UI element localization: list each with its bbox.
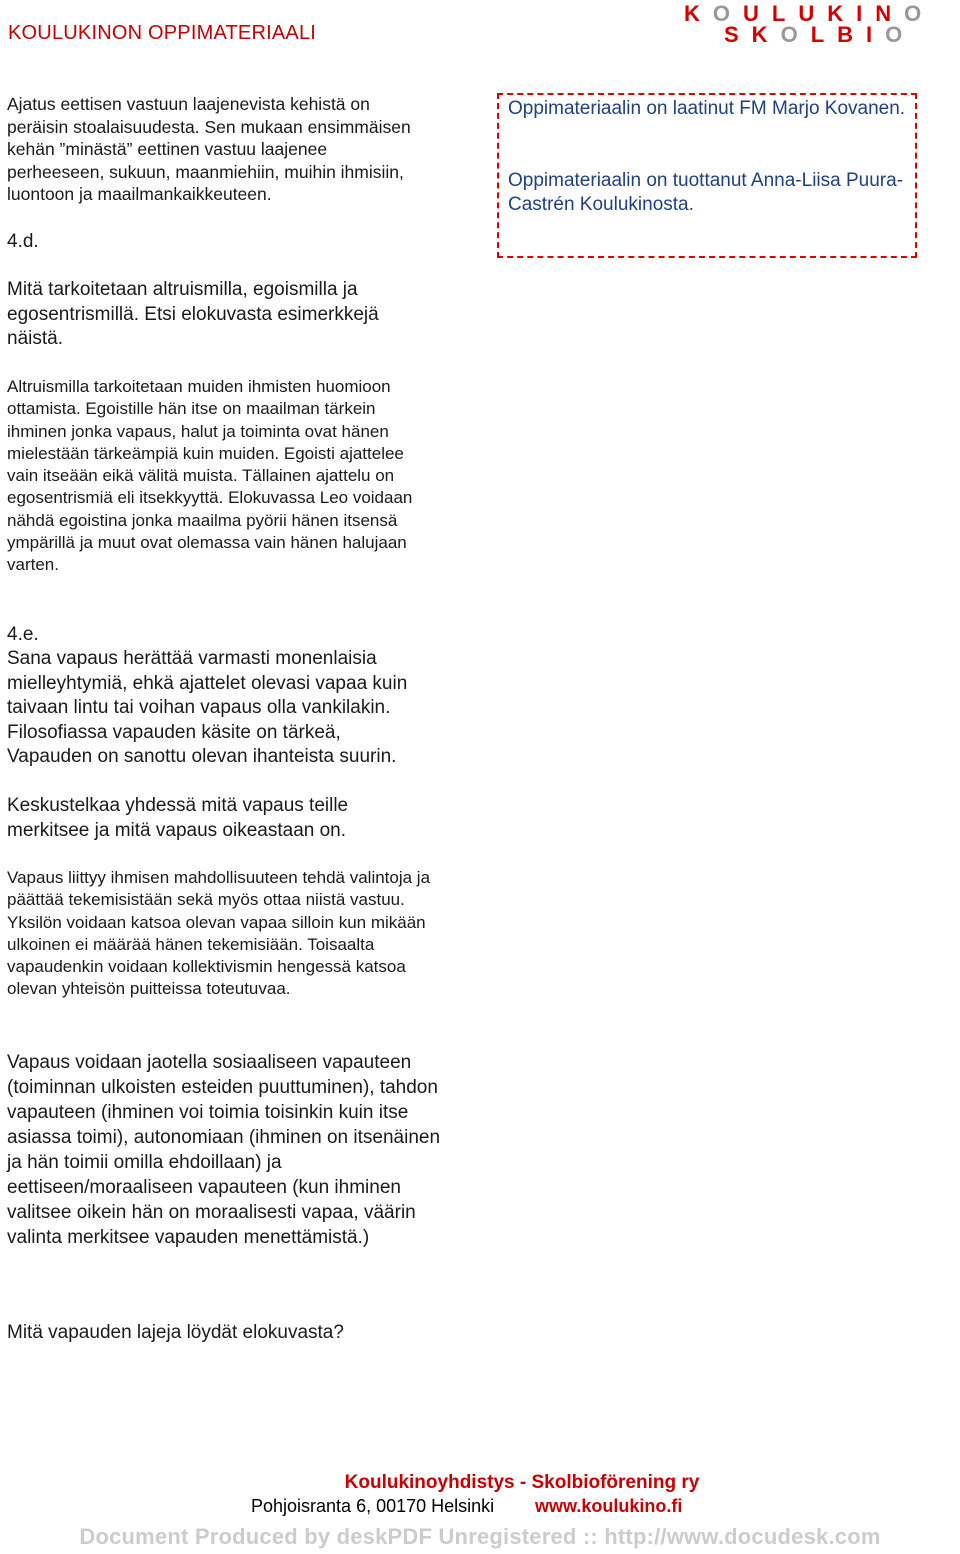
section-label-4e: 4.e. [7, 624, 39, 645]
answer-4d: Altruismilla tarkoitetaan muiden ihmisten huomioon ottamista. Egoistille hän itse on maailman tärkein ihminen jonka vapaus, halut ja toiminta ovat hänen mielestään tärkeämpiä kuin muiden. Egoisti ajattelee vain itseään eikä välitä muista. Tällainen ajattelu on egosentrismiä eli itsekkyyttä. Elokuvassa Leo voidaan nähdä egoistina jonka maailma pyörii hänen itsensä ympärillä ja muut ovat olemassa vain hänen halujaan varten. [7, 377, 413, 575]
footer-organization: Koulukinoyhdistys - Skolbioförening ry [344, 1472, 700, 1493]
logo-line-skolbio: SKOLBIO [724, 22, 916, 47]
question-4e-discussion: Keskustelkaa yhdessä mitä vapaus teille merkitsee ja mitä vapaus oikeastaan on. [7, 795, 349, 841]
freedom-division-paragraph: Vapaus voidaan jaotella sosiaaliseen vapauteen (toiminnan ulkoisten esteiden puuttuminen), tahdon vapauteen (ihminen voi toimia toisinkin kuin itse asiassa toimi), autonomiaan (ihminen on itsenäinen ja hän toimii omilla ehdoillaan) ja eettiseen/moraaliseen vapauteen (kun ihminen valitsee oikein hän on moraalisesti vapaa, väärin valinta merkitsee vapauden menettämistä.) [7, 1052, 441, 1248]
final-question: Mitä vapauden lajeja löydät elokuvasta? [7, 1322, 344, 1343]
credits-author: Oppimateriaalin on laatinut FM Marjo Kovanen. [508, 98, 906, 119]
pdf-watermark: Document Produced by deskPDF Unregistered :: http://www.docudesk.com [79, 1524, 881, 1549]
question-4e-intro: Sana vapaus herättää varmasti monenlaisia mielleyhtymiä, ehkä ajattelet olevasi vapaa kuin taivaan lintu tai voihan vapaus olla vankilakin. Filosofiassa vapauden käsite on tärkeä, Vapauden on sanottu olevan ihanteista suurin. [7, 648, 408, 767]
intro-paragraph: Ajatus eettisen vastuun laajenevista kehistä on peräisin stoalaisuudesta. Sen mukaan ensimmäisen kehän ”minästä” eettinen vastuu laajenee perheeseen, sukuun, maanmiehiin, muihin ihmisiin, luontoon ja maailmankaikkeuteen. [7, 94, 411, 204]
credits-producer: Oppimateriaalin on tuottanut Anna-Liisa Puura-Castrén Koulukinosta. [508, 170, 904, 215]
page-header-title: KOULUKINON OPPIMATERIAALI [8, 22, 317, 44]
koulukino-skolbio-logo [684, 3, 934, 45]
answer-4e: Vapaus liittyy ihmisen mahdollisuuteen tehdä valintoja ja päättää tekemisistään sekä myös ottaa niistä vastuu. Yksilön voidaan katsoa olevan vapaa silloin kun mikään ulkoinen ei määrää hänen tekemisiään. Toisaalta vapaudenkin voidaan kollektivismin hengessä katsoa olevan yhteisön puitteissa toteutuvaa. [7, 868, 431, 999]
logo-line-koulukino: KOULUKINO [684, 1, 935, 26]
section-label-4d: 4.d. [7, 231, 39, 252]
footer-website-link[interactable]: www.koulukino.fi [535, 1496, 683, 1516]
question-4d: Mitä tarkoitetaan altruismilla, egoismilla ja egosentrismillä. Etsi elokuvasta esimerkkejä näistä. [7, 279, 379, 349]
credits-box [497, 93, 917, 258]
footer-address: Pohjoisranta 6, 00170 Helsinki [251, 1496, 495, 1516]
